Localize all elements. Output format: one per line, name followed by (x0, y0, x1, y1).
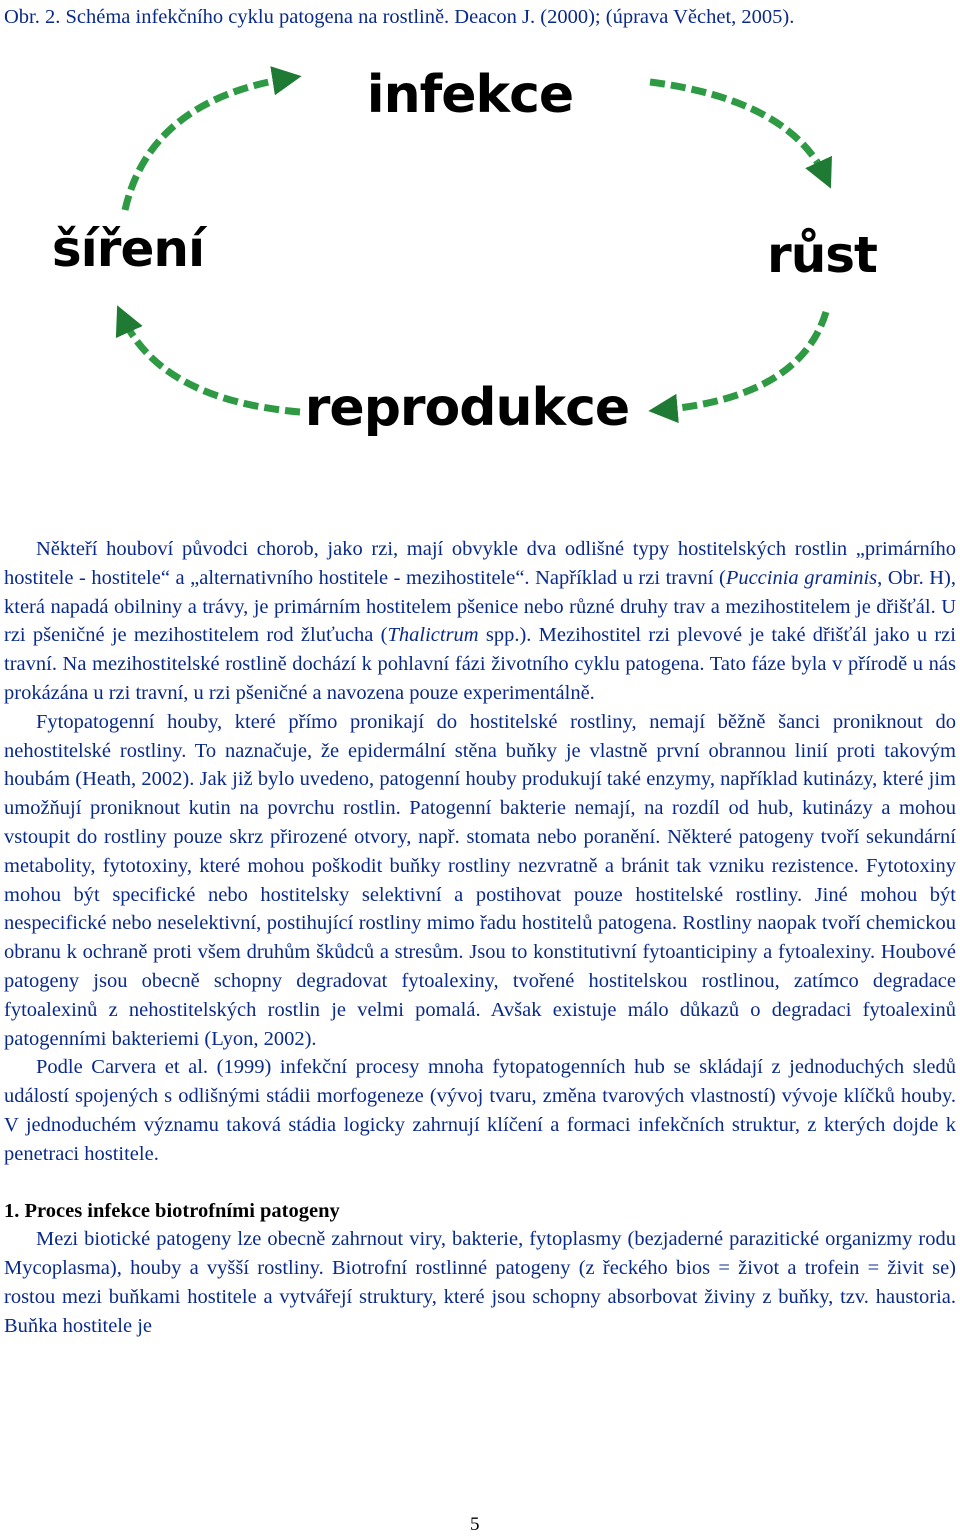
node-reprodukce: reprodukce (304, 378, 630, 438)
body-text (4, 535, 956, 1341)
node-rust: růst (767, 226, 877, 284)
p1-text-a: Někteří houboví původci chorob, jako rzi, mají obvykle dva odlišné typy hostitelských rostlin „primárního hostitele - hostitele“ a „alternativního hostitele - mezihostitele“. Například u rzi travní ( (4, 538, 956, 589)
node-sireni: šíření (51, 220, 205, 278)
arrow-rust-to-reprodukce (660, 312, 826, 410)
paragraph-fungi: Fytopatogenní houby, které přímo pronikají do hostitelské rostliny, nemají běžně šanci proniknout do nehostitelské rostliny. To naznačuje, že epidermální stěna buňky je vlastně první obrannou linií proti takovým houbám (Heath, 2002). Jak již bylo uvedeno, patogenní houby produkují také enzymy, například kutinázy, které jim umožňují proniknout kutin na povrchu rostlin. Patogenní bakterie nemají, na rozdíl od hub, kutinázy a mohou vstoupit do rostliny pouze skrz přirozené otvory, např. stomata nebo poranění. Některé patogeny tvoří sekundární metabolity, fytotoxiny, které mohou poškodit buňky rostliny nezvratně a bránit tak vzniku rezistence. Fytotoxiny mohou být specifické nebo hostitelsky selektivní a postihovat pouze hostitelské rostliny. Jiné mohou být nespecifické nebo neselektivní, postihující rostliny mimo řadu hostitelů patogena. Rostliny naopak tvoří chemickou obranu k ochraně proti všem druhům škůdců a stresům. Jsou to konstitutivní fytoanticipiny a fytoalexiny. Houbové patogeny jsou obecně schopny degradovat fytoalexiny, tvořené hostitelskou rostlinou, zatímco degradace fytoalexinů z nehostitelských rostlin je velmi pomalá. Avšak existuje málo důkazů o degradaci fytoalexinů patogenními bakteriemi (Lyon, 2002). (4, 710, 956, 1050)
node-infekce: infekce (366, 65, 574, 125)
figure-caption: Obr. 2. Schéma infekčního cyklu patogena na rostlině. Deacon J. (2000); (úprava Věchet, 2005). (4, 6, 795, 28)
paragraph-carver: Podle Carvera et al. (1999) infekční procesy mnoha fytopatogenních hub se skládají z jednoduchých sledů událostí spojených s odlišnými stádii morfogeneze (vývoj tvaru, změna tvarových vlastností) vývoje klíčků houby. V jednoduchém významu taková stádia logicky zahrnují klíčení a formaci infekčních struktur, z kterých dojde k penetraci hostitele. (4, 1056, 956, 1165)
section-heading: 1. Proces infekce biotrofními patogeny (4, 1199, 340, 1222)
arrow-sireni-to-infekce (125, 78, 290, 210)
p1-text-b: , Obr. H), která napadá obilniny a trávy, je primárním hostitelem pšenice nebo různé druhy trav a mezihostitelem je dřišťál. U rzi pšeničné je mezihostitelem rod žluťucha ( (4, 566, 957, 647)
infection-cycle-diagram (0, 0, 960, 520)
paragraph-biotrophic: Mezi biotické patogeny lze obecně zahrnout viry, bakterie, fytoplasmy (bezjaderné parazitické organizmy rodu Mycoplasma), houby a vyšší rostliny. Biotrofní rostlinné patogeny (z řeckého bios = život a trofein = živit se) rostou mezi buňkami hostitele a vytvářejí struktury, které jsou schopny absorbovat živiny z buňky, tzv. haustoria. Buňka hostitele je (4, 1228, 956, 1337)
paragraph-hosts (4, 535, 956, 708)
genus-thalictrum: Thalictrum (387, 624, 479, 647)
arrow-infekce-to-rust (650, 82, 826, 178)
arrow-reprodukce-to-sireni (122, 316, 300, 412)
page-number: 5 (470, 1514, 480, 1535)
p1-text-c: spp.). Mezihostitel rzi plevové je také dřišťál jako u rzi travní. Na mezihostitelské rostlině dochází k pohlavní fázi životního cyklu patogena. Tato fáze byla v přírodě u nás prokázána u rzi travní, u rzi pšeničné a navozena pouze experimentálně. (4, 624, 956, 704)
species-puccinia: Puccinia graminis (725, 566, 878, 589)
